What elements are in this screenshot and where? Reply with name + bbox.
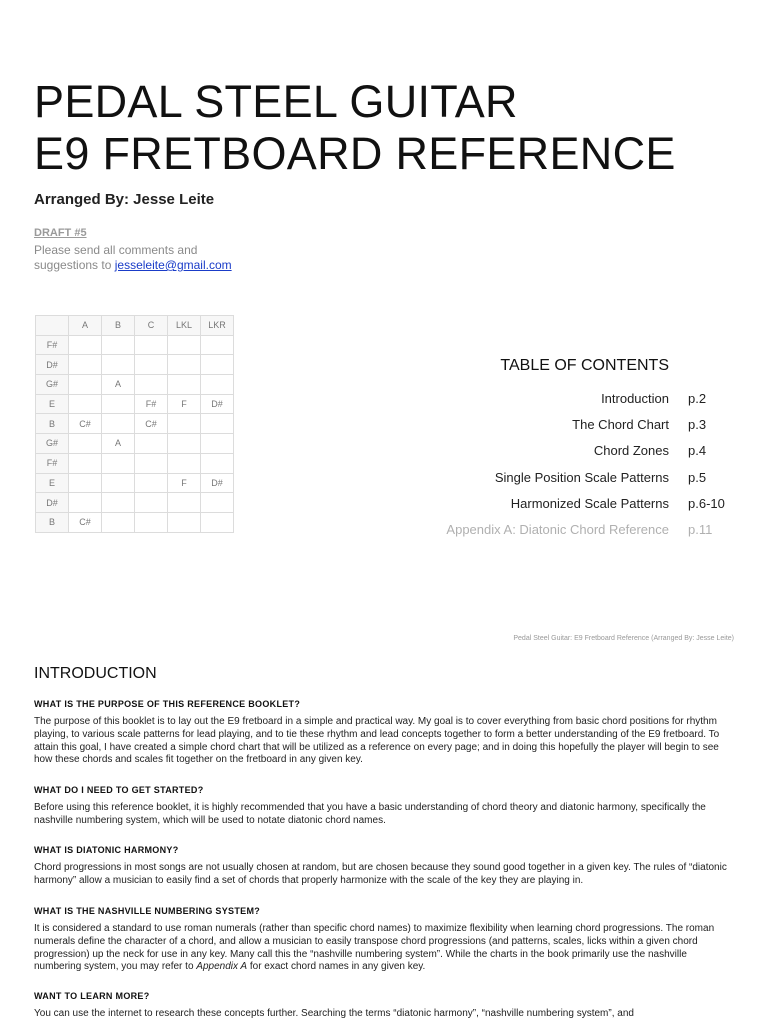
introduction-heading: INTRODUCTION bbox=[34, 665, 157, 682]
chord-chart-row bbox=[36, 414, 234, 434]
chord-chart-cell bbox=[201, 453, 234, 473]
chord-chart-cell: D# bbox=[201, 394, 234, 414]
chord-chart-row bbox=[36, 394, 234, 414]
chord-chart-cell bbox=[69, 473, 102, 493]
chord-chart-cell: F# bbox=[135, 394, 168, 414]
chord-chart-cell bbox=[69, 335, 102, 355]
question-heading: WANT TO LEARN MORE? bbox=[34, 991, 150, 1001]
chord-chart-cell bbox=[135, 473, 168, 493]
chord-chart-cell bbox=[135, 512, 168, 532]
faq-purpose bbox=[34, 699, 734, 767]
chord-chart-cell bbox=[69, 394, 102, 414]
chord-chart-cell bbox=[135, 355, 168, 375]
chord-chart-cell bbox=[168, 493, 201, 513]
chord-chart-cell bbox=[102, 453, 135, 473]
chord-chart-cell bbox=[102, 512, 135, 532]
chord-chart-cell bbox=[102, 493, 135, 513]
toc-entry-page: p.3 bbox=[688, 416, 707, 432]
document-title bbox=[34, 76, 676, 180]
chord-chart-cell bbox=[168, 434, 201, 454]
chord-chart-cell bbox=[201, 512, 234, 532]
draft-label[interactable]: DRAFT #5 bbox=[34, 227, 87, 239]
chord-chart-cell bbox=[168, 453, 201, 473]
chord-chart-cell bbox=[135, 493, 168, 513]
answer-text: It is considered a standard to use roman numerals (rather than specific chord names) to maximize flexibility when learning chord progressions. The roman numerals define the character of a chord, and allow a musician to easily transpose chord progressions (and patterns, scales, licks within a given chord progression) up the neck for use in any key. Many call this the “nashville numbering system”. While the charts in the book primarily use the nashville numbering system, you may refer to bbox=[34, 923, 715, 973]
chord-chart-cell bbox=[201, 375, 234, 395]
column-header: B bbox=[102, 316, 135, 336]
string-label: F# bbox=[36, 335, 69, 355]
chord-chart-cell: D# bbox=[201, 473, 234, 493]
string-label: E bbox=[36, 394, 69, 414]
chord-chart-row bbox=[36, 473, 234, 493]
toc-entry[interactable] bbox=[400, 438, 740, 464]
feedback-notice bbox=[34, 243, 234, 273]
chord-chart-row bbox=[36, 453, 234, 473]
chord-chart-cell: C# bbox=[69, 512, 102, 532]
chord-chart-row bbox=[36, 335, 234, 355]
faq-get-started bbox=[34, 785, 734, 828]
toc-entry[interactable] bbox=[400, 516, 740, 542]
chord-chart-body bbox=[36, 335, 234, 532]
answer-paragraph: Before using this reference booklet, it is highly recommended that you have a basic understanding of chord theory and diatonic harmony, specifically the nashville numbering system, which will be used to notate diatonic chord names. bbox=[34, 802, 706, 826]
chord-chart-cell bbox=[168, 512, 201, 532]
answer-text: for exact chord names in any given key. bbox=[249, 961, 426, 973]
chord-chart-cell bbox=[168, 355, 201, 375]
chord-chart-cell: F bbox=[168, 394, 201, 414]
chord-chart-row bbox=[36, 493, 234, 513]
string-label: B bbox=[36, 414, 69, 434]
faq-diatonic-harmony bbox=[34, 845, 734, 888]
toc-entry-label: Appendix A: Diatonic Chord Reference bbox=[446, 522, 669, 538]
question-heading: WHAT IS THE PURPOSE OF THIS REFERENCE BOOKLET? bbox=[34, 699, 301, 709]
toc-entry-page: p.6-10 bbox=[688, 495, 725, 511]
title-line-2: E9 FRETBOARD REFERENCE bbox=[34, 128, 676, 179]
chord-chart-cell: C# bbox=[69, 414, 102, 434]
toc-title: TABLE OF CONTENTS bbox=[500, 357, 669, 374]
answer-paragraph bbox=[34, 923, 734, 974]
question-heading: WHAT IS DIATONIC HARMONY? bbox=[34, 845, 179, 855]
answer-paragraph: The purpose of this booklet is to lay out the E9 fretboard in a simple and practical way. My goal is to cover everything from basic chord positions for rhythm playing, to various scale patterns for lead playing, and to tie these rhythm and lead concepts together to form a better understanding of the E9 fretboard. To attain this goal, I have created a simple chord chart that will be utilized as a reference on every page; and in doing this hopefully the player will begin to see how these chords and scales fit together on the fretboard in any given key. bbox=[34, 716, 720, 766]
chord-chart-cell bbox=[69, 355, 102, 375]
toc-entry-label: Harmonized Scale Patterns bbox=[510, 495, 669, 511]
string-label: B bbox=[36, 512, 69, 532]
chord-chart-cell bbox=[168, 335, 201, 355]
question-heading: WHAT IS THE NASHVILLE NUMBERING SYSTEM? bbox=[34, 906, 261, 916]
chord-chart-cell bbox=[102, 355, 135, 375]
faq-nashville-system bbox=[34, 906, 734, 974]
chord-chart-row bbox=[36, 355, 234, 375]
chord-chart-cell bbox=[135, 335, 168, 355]
toc-entry[interactable] bbox=[400, 411, 740, 437]
email-link[interactable]: jesseleite@gmail.com bbox=[114, 258, 232, 272]
toc-entry[interactable] bbox=[400, 490, 740, 516]
column-header: C bbox=[135, 316, 168, 336]
string-label: E bbox=[36, 473, 69, 493]
chord-chart-cell bbox=[69, 375, 102, 395]
chord-chart-cell bbox=[102, 414, 135, 434]
chord-chart-cell bbox=[201, 434, 234, 454]
chord-chart-cell bbox=[102, 394, 135, 414]
chord-chart-cell bbox=[201, 493, 234, 513]
table-of-contents bbox=[400, 385, 740, 543]
toc-entry-page: p.4 bbox=[688, 443, 707, 459]
chord-chart-cell bbox=[168, 414, 201, 434]
question-heading: WHAT DO I NEED TO GET STARTED? bbox=[34, 785, 204, 795]
chord-chart-cell bbox=[69, 493, 102, 513]
chord-chart-cell: F bbox=[168, 473, 201, 493]
chord-chart-cell: A bbox=[102, 375, 135, 395]
chord-chart-cell bbox=[135, 375, 168, 395]
column-header: A bbox=[69, 316, 102, 336]
chord-chart-cell bbox=[201, 355, 234, 375]
column-header: LKL bbox=[168, 316, 201, 336]
arranged-by: Arranged By: Jesse Leite bbox=[34, 191, 215, 208]
chord-chart-corner-cell bbox=[36, 316, 69, 336]
toc-entry[interactable] bbox=[400, 464, 740, 490]
chord-chart-cell bbox=[69, 453, 102, 473]
string-label: G# bbox=[36, 434, 69, 454]
faq-learn-more bbox=[34, 991, 734, 1021]
chord-chart-cell bbox=[135, 434, 168, 454]
toc-entry[interactable] bbox=[400, 385, 740, 411]
chord-chart-cell bbox=[102, 335, 135, 355]
title-line-1: PEDAL STEEL GUITAR bbox=[34, 76, 518, 127]
answer-paragraph: You can use the internet to research these concepts further. Searching the terms “diatonic harmony”, “nashville numbering system”, and bbox=[34, 1008, 634, 1019]
chord-chart-cell: C# bbox=[135, 414, 168, 434]
page-footer: Pedal Steel Guitar: E9 Fretboard Reference (Arranged By: Jesse Leite) bbox=[513, 635, 734, 642]
toc-entry-label: Introduction bbox=[601, 390, 669, 406]
toc-entry-page: p.11 bbox=[688, 522, 713, 538]
appendix-reference: Appendix A bbox=[196, 961, 248, 973]
chord-chart-cell: A bbox=[102, 434, 135, 454]
string-label: D# bbox=[36, 355, 69, 375]
toc-entry-label: The Chord Chart bbox=[572, 416, 669, 432]
toc-entry-page: p.5 bbox=[688, 469, 707, 485]
string-label: D# bbox=[36, 493, 69, 513]
chord-chart-cell bbox=[135, 453, 168, 473]
string-label: F# bbox=[36, 453, 69, 473]
column-header: LKR bbox=[201, 316, 234, 336]
answer-paragraph: Chord progressions in most songs are not usually chosen at random, but are chosen because they sound good together in a given key. The rules of “diatonic harmony” allow a musician to easily find a set of chords that properly harmonize with the scale of the key they are playing in. bbox=[34, 862, 727, 886]
chord-chart-cell bbox=[69, 434, 102, 454]
chord-chart-row bbox=[36, 512, 234, 532]
toc-entry-label: Single Position Scale Patterns bbox=[494, 469, 669, 485]
toc-entry-page: p.2 bbox=[688, 390, 707, 406]
toc-entry-label: Chord Zones bbox=[593, 443, 669, 459]
chord-chart-header-row bbox=[36, 316, 234, 336]
chord-chart-row bbox=[36, 375, 234, 395]
chord-chart-table bbox=[35, 315, 234, 533]
string-label: G# bbox=[36, 375, 69, 395]
chord-chart-row bbox=[36, 434, 234, 454]
chord-chart-cell bbox=[168, 375, 201, 395]
chord-chart-cell bbox=[201, 414, 234, 434]
chord-chart-cell bbox=[102, 473, 135, 493]
feedback-text: Please send all comments and suggestions to bbox=[34, 243, 198, 272]
chord-chart-cell bbox=[201, 335, 234, 355]
